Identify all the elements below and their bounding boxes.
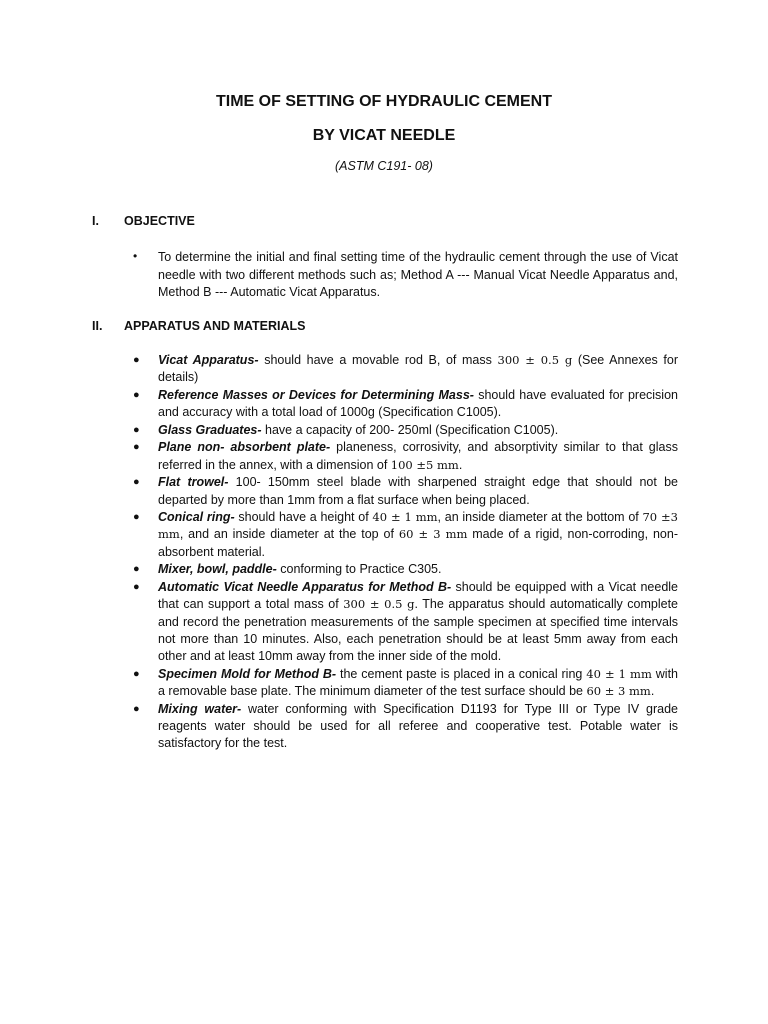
page-title-line-2: BY VICAT NEEDLE [312,127,456,144]
list-item: ● Flat trowel- 100- 150mm steel blade with sharpened straight edge that should not be departed by more than 1mm from a flat surface when being placed. [133,475,678,507]
math-value: 100 ±5 mm [390,457,459,472]
math-value: 40 ± 1 mm [372,510,438,525]
objective-text: To determine the initial and final setting time of the hydraulic cement through the use of Vicat needle with two different methods such as; Method A --- Manual Vicat Needle Apparatus and, Method B --- Automatic Vicat Apparatus. [158,250,678,299]
item-term: Vicat Apparatus- [158,353,259,367]
page-title-line-1: TIME OF SETTING OF HYDRAULIC CEMENT [216,93,552,110]
bullet-icon: ● [133,476,140,489]
bullet-icon: ● [133,423,140,436]
math-value: 300 ± 0.5 g [497,353,573,367]
item-term: Glass Graduates- [158,422,262,437]
apparatus-list [130,352,678,753]
section-objective-heading [92,214,195,228]
list-item: ● Mixer, bowl, paddle- conforming to Practice C305. [130,561,678,578]
bullet-icon: • [133,249,138,263]
section-number: II. [92,319,103,333]
bullet-icon: ● [133,441,140,454]
bullet-icon: ● [133,667,140,680]
item-term: Flat trowel- [158,475,229,490]
item-term: Conical ring- [158,510,235,525]
section-title: OBJECTIVE [124,214,195,228]
bullet-icon: ● [133,354,140,366]
bullet-icon: ● [133,511,140,524]
list-item: ● Glass Graduates- have a capacity of 200- 250ml (Specification C1005). [130,422,678,439]
bullet-icon: ● [133,563,140,576]
section-apparatus-heading [92,319,305,333]
bullet-icon: ● [133,388,140,401]
list-item: ● Specimen Mold for Method B- the cement paste is placed in a conical ring 40 ± 1 mm with a removable base plate. The minimum diameter of the test surface should be 60 ± 3 mm. [133,666,678,699]
item-term: Reference Masses or Devices for Determining Mass- [158,387,474,402]
item-term: Plane non- absorbent plate- [158,440,331,455]
math-value: 60 ± 3 mm [398,527,468,542]
item-term: Specimen Mold for Method B- [158,666,337,681]
item-term: Automatic Vicat Needle Apparatus for Method B- [158,579,452,594]
standard-reference: (ASTM C191- 08) [335,159,433,173]
list-item: ● Plane non- absorbent plate- planeness, corrosivity, and absorptivity similar to that glass referred in the annex, with a dimension of 100 ±5 mm. [133,440,678,472]
list-item: ● Mixing water- water conforming with Specification D1193 for Type III or Type IV grade reagents water should be used for all referee and cooperative test. Potable water is satisfactory for the test. [133,701,678,751]
list-item: ● Vicat Apparatus- should have a movable rod B, of mass 300 ± 0.5 g (See Annexes for details) [133,353,679,385]
math-value: 60 ± 3 mm [586,684,651,699]
bullet-icon: ● [133,702,140,715]
math-value: 300 ± 0.5 g [343,597,415,612]
math-value: 70 ±3 mm [158,510,678,542]
bullet-icon: ● [133,580,140,593]
item-term: Mixer, bowl, paddle- [158,562,277,577]
section-number: I. [92,214,99,228]
list-item: ● Automatic Vicat Needle Apparatus for Method B- should be equipped with a Vicat needle that can support a total mass of 300 ± 0.5 g. The apparatus should automatically complete and record the penetration measurements of the sample specimen at specified time intervals not more than 10 minutes. Also, each penetration should be at least 5mm away from each other and at least 10mm away from the inner side of the mold. [133,579,679,664]
list-item: ● Conical ring- should have a height of 40 ± 1 mm, an inside diameter at the bottom of 70 ±3 mm, and an inside diameter at the top of 60 ± 3 mm made of a rigid, non-corroding, non- absorbent material. [133,510,678,559]
item-term: Mixing water- [158,701,242,716]
math-value: 40 ± 1 mm [586,666,652,681]
list-item: ● Reference Masses or Devices for Determining Mass- should have evaluated for precision and accuracy with a total load of 1000g (Specification C1005). [133,387,678,420]
section-title: APPARATUS AND MATERIALS [124,319,306,333]
